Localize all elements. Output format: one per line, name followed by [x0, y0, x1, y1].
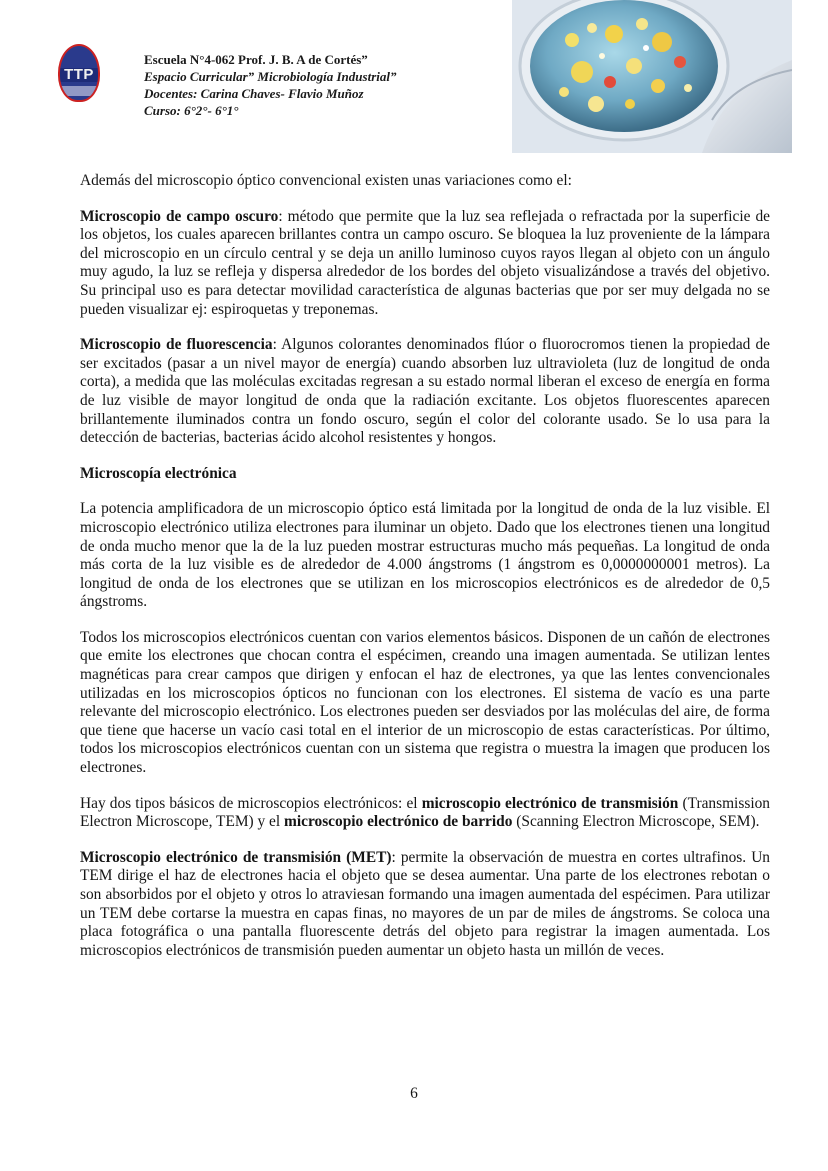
types-pre: Hay dos tipos básicos de microscopios electrónicos: el — [80, 794, 422, 812]
school-info — [144, 51, 396, 119]
met-text: : permite la observación de muestra en cortes ultrafinos. Un TEM dirige el haz de electrones hacia el objeto que se desea aumentar. Una parte de los electrones rebotan o son absorbidos por el objeto y otros lo atraviesan formando una imagen aumentada del espécimen. Para utilizar un TEM debe cortarse la muestra en capas finas, no mayores de un par de miles de ángstroms. Se coloca una placa fotográfica o una pantalla fluorescente detrás del objeto para registrar la imagen aumentada. Los microscopios electrónicos de transmisión pueden aumentar un objeto hasta un millón de veces. — [80, 848, 770, 959]
tem-term: microscopio electrónico de transmisión — [421, 794, 679, 812]
dark-field-text: : método que permite que la luz sea reflejada o refractada por la superficie de los objetos, los cuales aparecen brillantes contra un campo oscuro. Se bloquea la luz proveniente de la lámpara del microscopio en un círculo central y se deja un anillo luminoso cuyos rayos llegan al objeto con un ángulo muy agudo, la luz se refleja y dispersa alrededor de los bordes del objeto visualizándose a través del objetivo. Su principal uso es para detectar movilidad característica de algunas bacterias que por ser muy delgada no se pueden visualizar ej: espiroquetas y treponemas. — [80, 207, 770, 318]
school-name: Escuela N°4-062 Prof. J. B. A de Cortés” — [144, 52, 368, 67]
types-post: (Scanning Electron Microscope, SEM). — [512, 813, 760, 831]
section-heading-electron-microscopy: Microscopía electrónica — [80, 464, 237, 482]
teachers: Docentes: Carina Chaves- Flavio Muñoz — [144, 86, 364, 101]
dark-field-paragraph — [80, 208, 770, 320]
fluorescence-text: : Algunos colorantes denominados flúor o fluorocromos tienen la propiedad de ser excitados (pasar a un nivel mayor de energía) cuando absorben luz ultravioleta (luz de longitud de onda corta), a medida que las moléculas excitadas regresan a su estado normal liberan el exceso de energía en forma de luz visible de mayor longitud de onda que la radiación excitante. Los objetos fluorescentes aparecen brillantemente iluminados contra un fondo oscuro, según el color del colorante usado. Se lo usa para la detección de bacterias, bacterias ácido alcohol resistentes y hongos. — [80, 336, 770, 447]
logo-text: TTP — [64, 66, 94, 83]
met-paragraph — [80, 849, 770, 961]
course: Curso: 6°2°- 6°1° — [144, 103, 239, 118]
page-content — [80, 172, 770, 977]
petri-dish-photo — [512, 0, 792, 153]
sem-term: microscopio electrónico de barrido — [284, 813, 513, 831]
types-mid: (Transmission Electron Microscope, TEM) y el — [80, 794, 770, 831]
intro-paragraph: Además del microscopio óptico convencional existen unas variaciones como el: — [80, 172, 572, 189]
page-header — [0, 0, 828, 160]
fluorescence-term: Microscopio de fluorescencia — [80, 336, 273, 354]
power-paragraph: La potencia amplificadora de un microscopio óptico está limitada por la longitud de onda de la luz visible. El microscopio electrónico utiliza electrones para iluminar un objeto. Dado que los electrones tienen una longitud de onda mucho menor que la de la luz pueden mostrar estructuras mucho más pequeñas. La longitud de onda más corta de la luz visible es de alrededor de 4.000 ángstroms (1 ángstrom es 0,0000000001 metros). La longitud de onda de los electrones que se utilizan en los microscopios electrónicos es de alrededor de 0,5 ángstroms. — [80, 500, 770, 611]
fluorescence-paragraph — [80, 336, 770, 448]
met-term: Microscopio electrónico de transmisión (MET) — [80, 848, 392, 866]
petri-dish-illustration — [512, 0, 792, 153]
school-logo — [58, 44, 100, 102]
types-paragraph — [80, 795, 770, 832]
elements-paragraph: Todos los microscopios electrónicos cuentan con varios elementos básicos. Disponen de un cañón de electrones que emite los electrones que chocan contra el espécimen, creando una imagen aumentada. Se utilizan lentes magnéticas para crear campos que dirigen y enfocan el haz de electrones, ya que las lentes convencionales utilizadas en los microscopios ópticos no funcionan con los electrones. El sistema de vacío es una parte relevante del microscopio electrónico. Los electrones pueden ser desviados por las moléculas del aire, de forma que tiene que hacerse un vacío casi total en el interior de un microscopio de estas características. Por último, todos los microscopios electrónicos cuentan con un sistema que registra o muestra la imagen que producen los electrones. — [80, 628, 770, 777]
curricular-space: Espacio Curricular” Microbiología Industrial” — [144, 69, 397, 84]
dark-field-term: Microscopio de campo oscuro — [80, 207, 279, 225]
logo-caption-strip — [60, 86, 98, 96]
page-number: 6 — [410, 1085, 418, 1102]
